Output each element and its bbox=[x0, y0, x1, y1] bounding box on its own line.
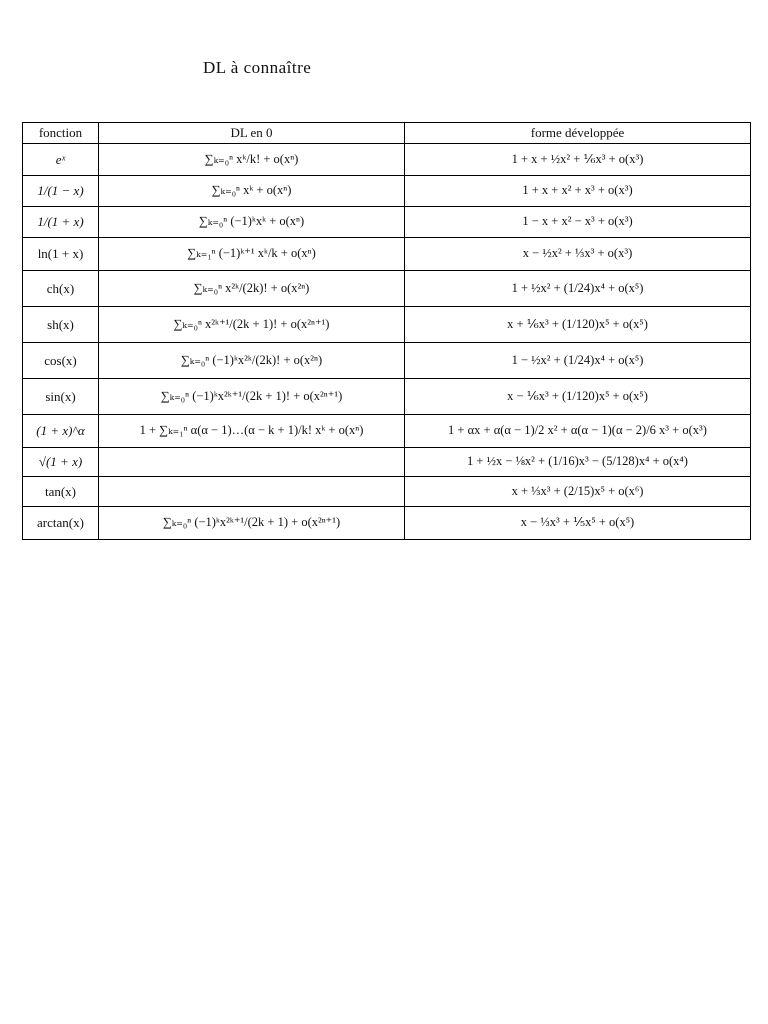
table-row bbox=[23, 343, 751, 379]
developed-form-cell: 1 + ½x − ⅛x² + (1/16)x³ − (5/128)x⁴ + o(x⁴) bbox=[405, 448, 751, 477]
table-row bbox=[23, 207, 751, 238]
table-row bbox=[23, 415, 751, 448]
function-cell: tan(x) bbox=[23, 477, 99, 507]
table-row bbox=[23, 271, 751, 307]
dl-cell: ∑ₖ₌₀ⁿ (−1)ᵏxᵏ + o(xⁿ) bbox=[99, 207, 405, 238]
header-dl: DL en 0 bbox=[99, 123, 405, 144]
function-cell: 1/(1 − x) bbox=[23, 176, 99, 207]
function-cell: √(1 + x) bbox=[23, 448, 99, 477]
function-cell: sh(x) bbox=[23, 307, 99, 343]
dl-cell bbox=[99, 448, 405, 477]
table-row bbox=[23, 507, 751, 540]
function-cell: sin(x) bbox=[23, 379, 99, 415]
developed-form-cell: 1 + x + x² + x³ + o(x³) bbox=[405, 176, 751, 207]
table-row bbox=[23, 448, 751, 477]
developed-form-cell: x − ⅙x³ + (1/120)x⁵ + o(x⁵) bbox=[405, 379, 751, 415]
table-row bbox=[23, 176, 751, 207]
developed-form-cell: 1 + x + ½x² + ⅙x³ + o(x³) bbox=[405, 144, 751, 176]
table-row bbox=[23, 477, 751, 507]
table-row bbox=[23, 144, 751, 176]
dl-cell: ∑ₖ₌₀ⁿ xᵏ/k! + o(xⁿ) bbox=[99, 144, 405, 176]
dl-cell: ∑ₖ₌₁ⁿ (−1)ᵏ⁺¹ xᵏ/k + o(xⁿ) bbox=[99, 238, 405, 271]
function-cell: (1 + x)^α bbox=[23, 415, 99, 448]
developed-form-cell: 1 + αx + α(α − 1)/2 x² + α(α − 1)(α − 2)/6 x³ + o(x³) bbox=[405, 415, 751, 448]
function-cell: ln(1 + x) bbox=[23, 238, 99, 271]
developed-form-cell: 1 − ½x² + (1/24)x⁴ + o(x⁵) bbox=[405, 343, 751, 379]
function-cell: arctan(x) bbox=[23, 507, 99, 540]
dl-cell: 1 + ∑ₖ₌₁ⁿ α(α − 1)…(α − k + 1)/k! xᵏ + o(xⁿ) bbox=[99, 415, 405, 448]
dl-cell: ∑ₖ₌₀ⁿ (−1)ᵏx²ᵏ⁺¹/(2k + 1) + o(x²ⁿ⁺¹) bbox=[99, 507, 405, 540]
table-row bbox=[23, 307, 751, 343]
dl-cell: ∑ₖ₌₀ⁿ (−1)ᵏx²ᵏ/(2k)! + o(x²ⁿ) bbox=[99, 343, 405, 379]
header-forme: forme développée bbox=[405, 123, 751, 144]
dl-cell: ∑ₖ₌₀ⁿ x²ᵏ⁺¹/(2k + 1)! + o(x²ⁿ⁺¹) bbox=[99, 307, 405, 343]
developed-form-cell: x − ⅓x³ + ⅕x⁵ + o(x⁵) bbox=[405, 507, 751, 540]
dl-table bbox=[22, 122, 751, 540]
table-row bbox=[23, 238, 751, 271]
function-cell: 1/(1 + x) bbox=[23, 207, 99, 238]
page-title-text: DL à connaître bbox=[203, 58, 312, 77]
dl-cell: ∑ₖ₌₀ⁿ xᵏ + o(xⁿ) bbox=[99, 176, 405, 207]
function-cell: ch(x) bbox=[23, 271, 99, 307]
developed-form-cell: 1 + ½x² + (1/24)x⁴ + o(x⁵) bbox=[405, 271, 751, 307]
table-header-row bbox=[23, 123, 751, 144]
function-cell: eˣ bbox=[23, 144, 99, 176]
dl-cell bbox=[99, 477, 405, 507]
developed-form-cell: x + ⅓x³ + (2/15)x⁵ + o(x⁶) bbox=[405, 477, 751, 507]
header-fonction: fonction bbox=[23, 123, 99, 144]
developed-form-cell: 1 − x + x² − x³ + o(x³) bbox=[405, 207, 751, 238]
dl-cell: ∑ₖ₌₀ⁿ x²ᵏ/(2k)! + o(x²ⁿ) bbox=[99, 271, 405, 307]
developed-form-cell: x + ⅙x³ + (1/120)x⁵ + o(x⁵) bbox=[405, 307, 751, 343]
table-row bbox=[23, 379, 751, 415]
dl-cell: ∑ₖ₌₀ⁿ (−1)ᵏx²ᵏ⁺¹/(2k + 1)! + o(x²ⁿ⁺¹) bbox=[99, 379, 405, 415]
function-cell: cos(x) bbox=[23, 343, 99, 379]
developed-form-cell: x − ½x² + ⅓x³ + o(x³) bbox=[405, 238, 751, 271]
